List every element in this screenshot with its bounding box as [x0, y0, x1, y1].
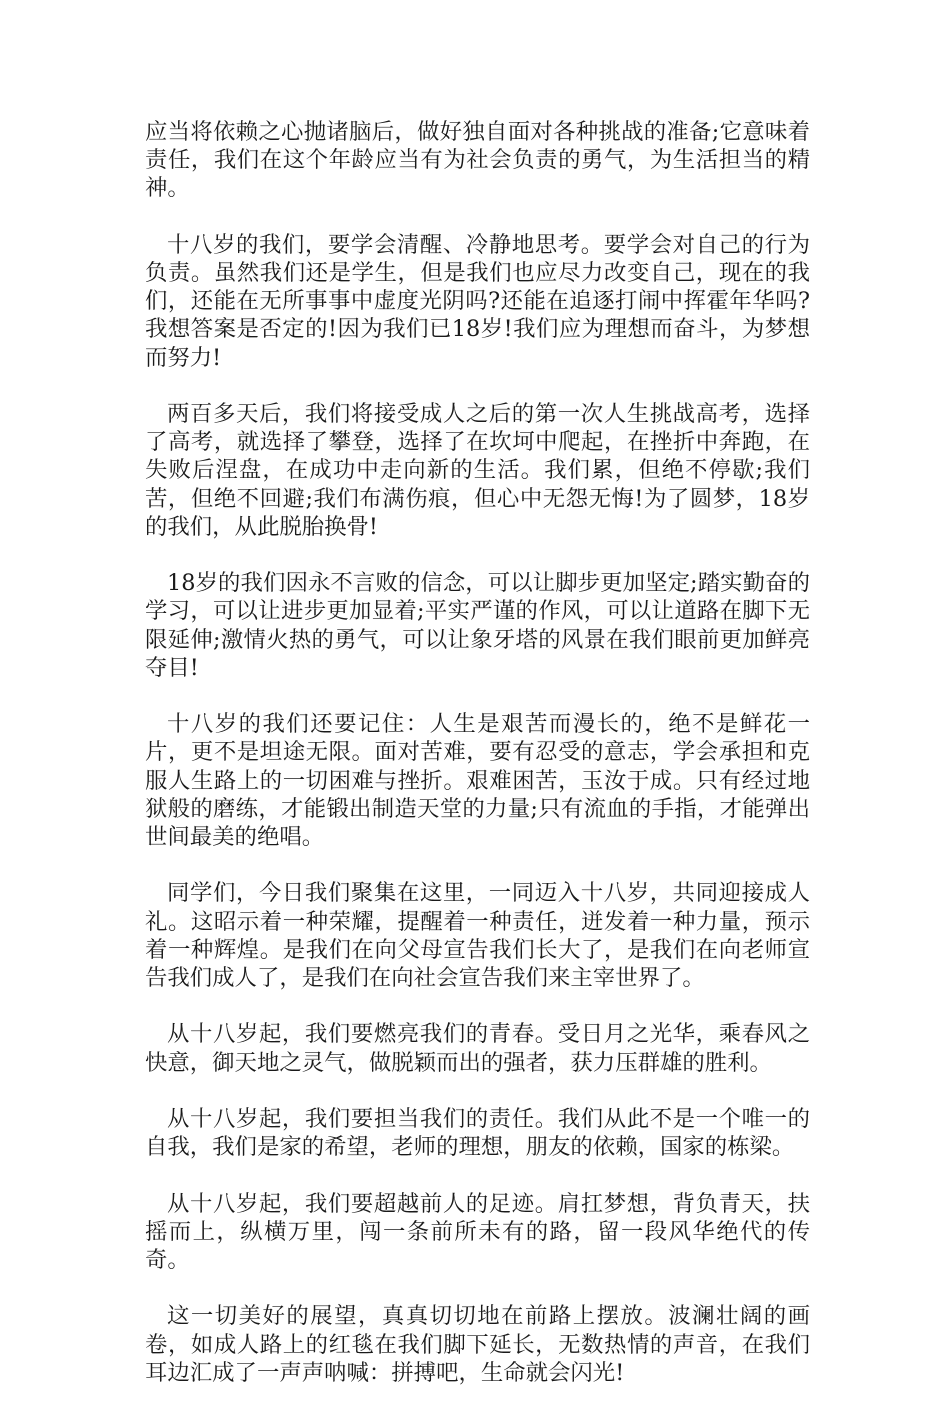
- paragraph-7: 从十八岁起，我们要燃亮我们的青春。受日月之光华，乘春风之快意，御天地之灵气，做脱颖而出的强者，获力压群雄的胜利。: [145, 1021, 810, 1076]
- paragraph-3: 两百多天后，我们将接受成人之后的第一次人生挑战高考，选择了高考，就选择了攀登，选择了在坎坷中爬起，在挫折中奔跑，在失败后涅盘，在成功中走向新的生活。我们累，但绝不停歇;我们苦，但绝不回避;我们布满伤痕，但心中无怨无悔!为了圆梦，18岁的我们，从此脱胎换骨!: [145, 401, 810, 540]
- paragraph-4: 18岁的我们因永不言败的信念，可以让脚步更加坚定;踏实勤奋的学习，可以让进步更加显着;平实严谨的作风，可以让道路在脚下无限延伸;激情火热的勇气，可以让象牙塔的风景在我们眼前更加鲜亮夺目!: [145, 570, 810, 681]
- paragraph-2: 十八岁的我们，要学会清醒、冷静地思考。要学会对自己的行为负责。虽然我们还是学生，但是我们也应尽力改变自己，现在的我们，还能在无所事事中虚度光阴吗?还能在追逐打闹中挥霍年华吗?我想答案是否定的!因为我们已18岁!我们应为理想而奋斗，为梦想而努力!: [145, 231, 810, 371]
- paragraph-5: 十八岁的我们还要记住：人生是艰苦而漫长的，绝不是鲜花一片，更不是坦途无限。面对苦难，要有忍受的意志，学会承担和克服人生路上的一切困难与挫折。艰难困苦，玉汝于成。只有经过地狱般的磨练，才能锻出制造天堂的力量;只有流血的手指，才能弹出世间最美的绝唱。: [145, 711, 810, 851]
- paragraph-6: 同学们，今日我们聚集在这里，一同迈入十八岁，共同迎接成人礼。这昭示着一种荣耀，提醒着一种责任，迸发着一种力量，预示着一种辉煌。是我们在向父母宣告我们长大了，是我们在向老师宣告我们成人了，是我们在向社会宣告我们来主宰世界了。: [145, 880, 810, 992]
- paragraph-10: 这一切美好的展望，真真切切地在前路上摆放。波澜壮阔的画卷，如成人路上的红毯在我们脚下延长，无数热情的声音，在我们耳边汇成了一声声呐喊：拼搏吧，生命就会闪光!: [145, 1303, 810, 1386]
- document-page: [145, 118, 810, 1415]
- paragraph-9: 从十八岁起，我们要超越前人的足迹。肩扛梦想，背负青天，扶摇而上，纵横万里，闯一条前所未有的路，留一段风华绝代的传奇。: [145, 1190, 810, 1273]
- paragraph-8: 从十八岁起，我们要担当我们的责任。我们从此不是一个唯一的自我，我们是家的希望，老师的理想，朋友的依赖，国家的栋梁。: [145, 1106, 810, 1161]
- paragraph-1: 应当将依赖之心抛诸脑后，做好独自面对各种挑战的准备;它意味着责任，我们在这个年龄应当有为社会负责的勇气，为生活担当的精神。: [145, 119, 810, 202]
